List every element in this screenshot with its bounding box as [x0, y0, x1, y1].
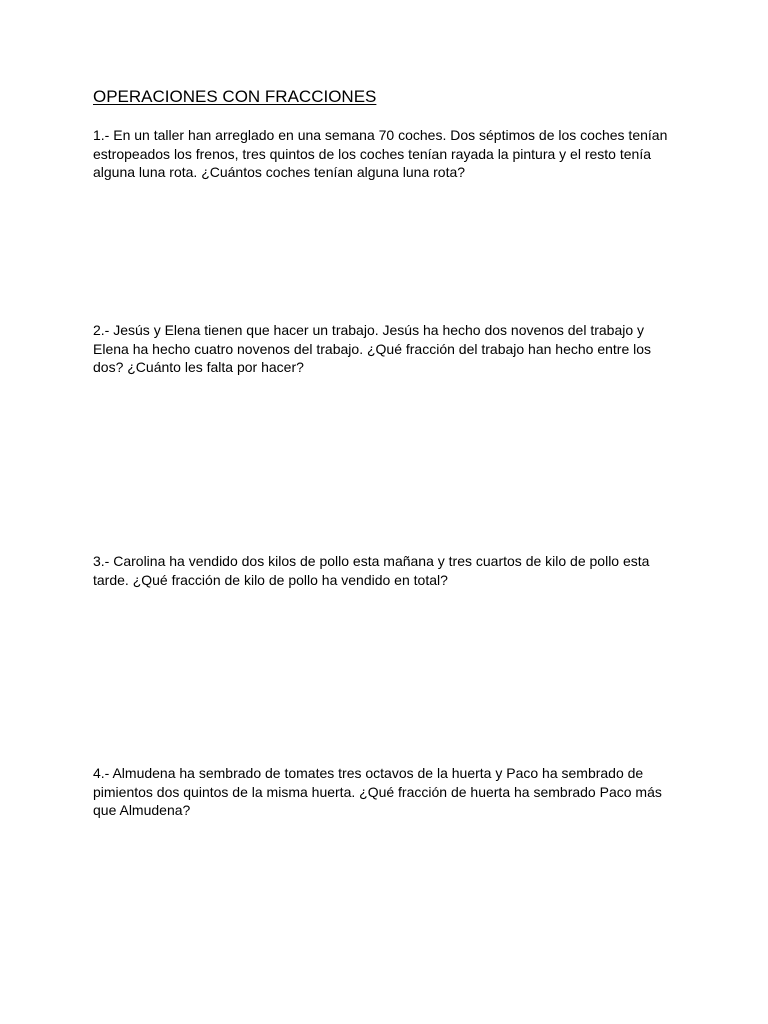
problem-4: 4.- Almudena ha sembrado de tomates tres octavos de la huerta y Paco ha sembrado de pimientos dos quintos de la misma huerta. ¿Qué fracción de huerta ha sembrado Paco más que Almudena?	[93, 765, 662, 819]
problem-2: 2.- Jesús y Elena tienen que hacer un trabajo. Jesús ha hecho dos novenos del trabajo y Elena ha hecho cuatro novenos del trabajo. ¿Qué fracción del trabajo han hecho entre los dos? ¿Cuánto les falta por hacer?	[93, 322, 652, 376]
problem-1: 1.- En un taller han arreglado en una semana 70 coches. Dos séptimos de los coches tenían estropeados los frenos, tres quintos de los coches tenían rayada la pintura y el resto tenía alguna luna rota. ¿Cuántos coches tenían alguna luna rota?	[93, 127, 668, 181]
problem-3: 3.- Carolina ha vendido dos kilos de pollo esta mañana y tres cuartos de kilo de pollo esta tarde. ¿Qué fracción de kilo de pollo ha vendido en total?	[93, 553, 650, 588]
worksheet-title: OPERACIONES CON FRACCIONES	[93, 87, 377, 106]
